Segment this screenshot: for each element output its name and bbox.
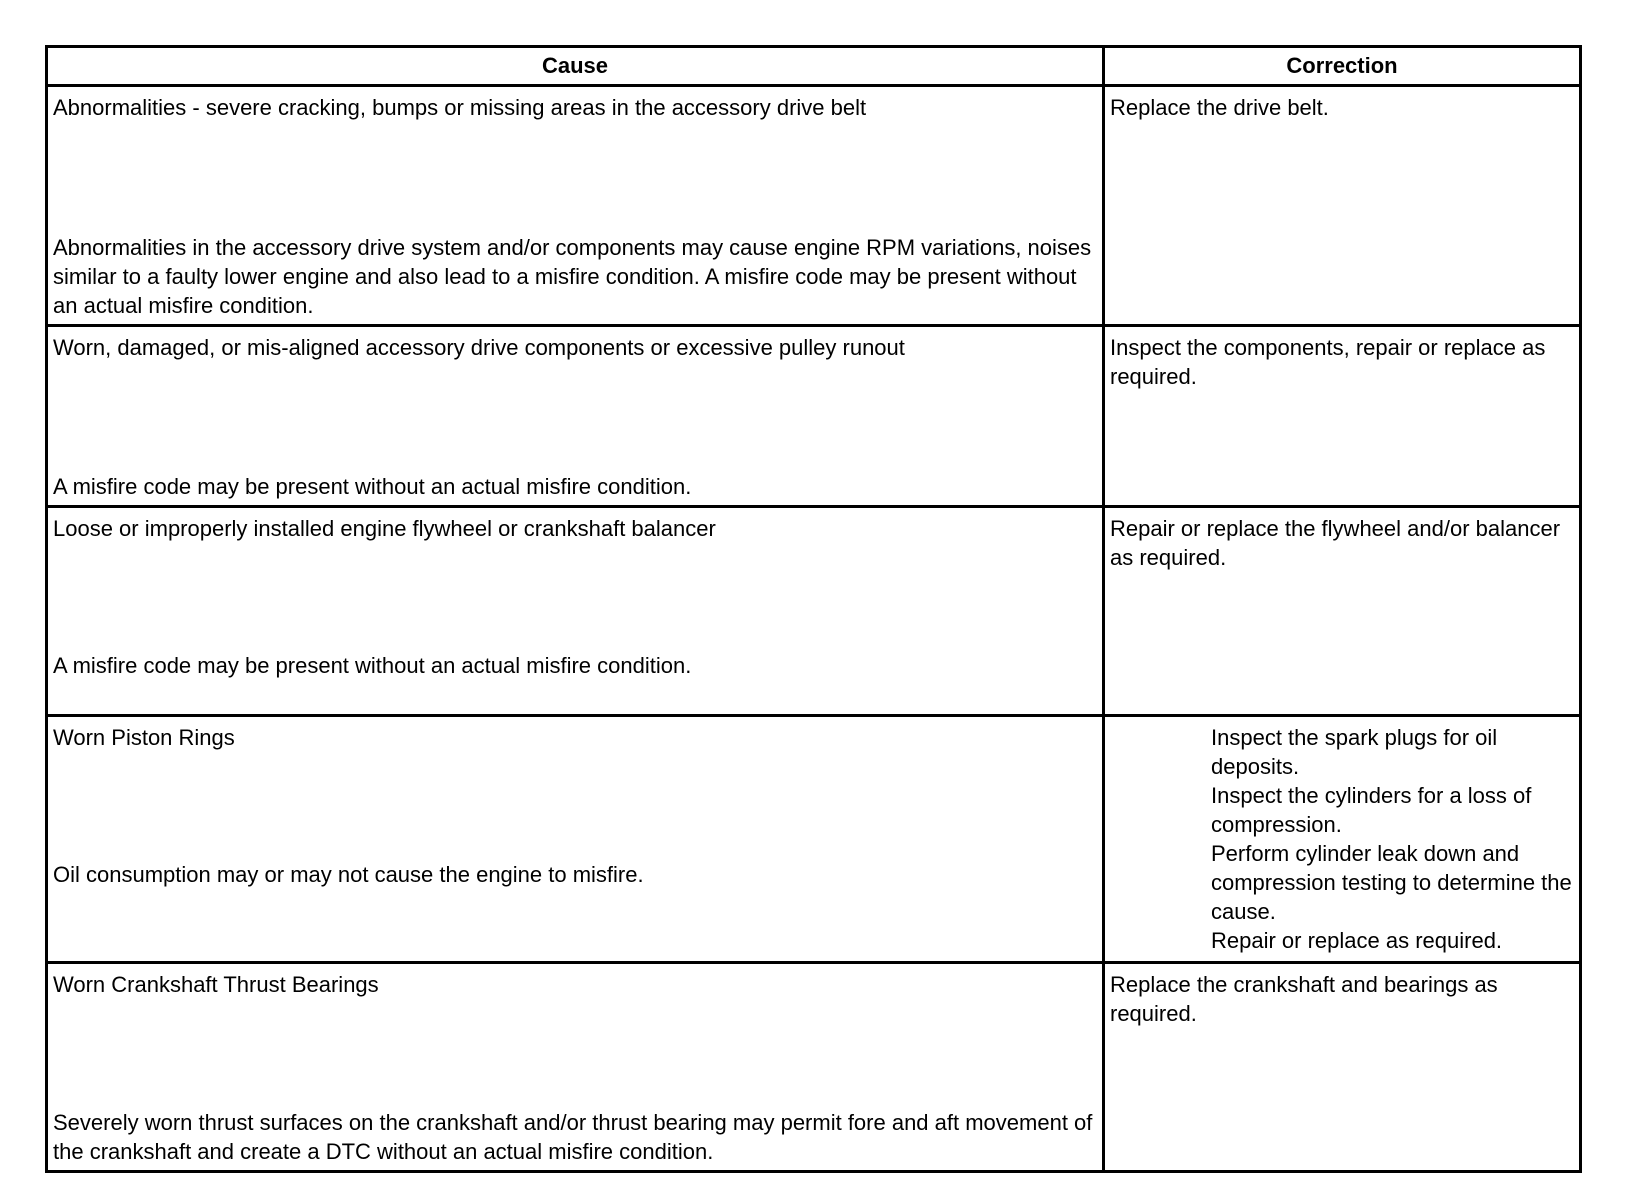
header-cause: Cause <box>47 47 1104 86</box>
correction-text: Inspect the components, repair or replace as required. <box>1110 335 1546 389</box>
correction-text: Replace the crankshaft and bearings as required. <box>1110 972 1498 1026</box>
cause-title: Worn Crankshaft Thrust Bearings <box>53 972 379 997</box>
cause-note: A misfire code may be present without an actual misfire condition. <box>53 474 692 499</box>
cause-note: Abnormalities in the accessory drive system and/or components may cause engine RPM variations, noises similar to a faulty lower engine and also lead to a misfire condition. A misfire code may be present without an actual misfire condition. <box>53 235 1092 318</box>
correction-step: Repair or replace as required. <box>1211 928 1503 953</box>
correction-step: Inspect the cylinders for a loss of compression. <box>1211 783 1532 837</box>
cause-cell <box>47 507 1104 716</box>
correction-text: Replace the drive belt. <box>1110 95 1329 120</box>
correction-steps <box>1110 723 1575 955</box>
table-row <box>47 716 1581 963</box>
diagnostic-table <box>45 45 1582 1173</box>
cause-title: Worn Piston Rings <box>53 725 235 750</box>
correction-cell <box>1104 716 1581 963</box>
table-row <box>47 963 1581 1172</box>
cause-cell <box>47 963 1104 1172</box>
cause-cell <box>47 716 1104 963</box>
correction-cell <box>1104 963 1581 1172</box>
cause-title: Abnormalities - severe cracking, bumps or missing areas in the accessory drive belt <box>53 95 867 120</box>
cause-note: Oil consumption may or may not cause the engine to misfire. <box>53 862 644 887</box>
header-correction: Correction <box>1104 47 1581 86</box>
correction-cell <box>1104 507 1581 716</box>
correction-text: Repair or replace the flywheel and/or balancer as required. <box>1110 516 1561 570</box>
cause-note: Severely worn thrust surfaces on the crankshaft and/or thrust bearing may permit fore and aft movement of the crankshaft and create a DTC without an actual misfire condition. <box>53 1110 1093 1164</box>
correction-step: Inspect the spark plugs for oil deposits. <box>1211 725 1498 779</box>
table-row <box>47 86 1581 326</box>
correction-cell <box>1104 326 1581 507</box>
cause-cell <box>47 326 1104 507</box>
header-row <box>47 47 1581 86</box>
table-row <box>47 326 1581 507</box>
cause-title: Worn, damaged, or mis-aligned accessory drive components or excessive pulley runout <box>53 335 905 360</box>
cause-title: Loose or improperly installed engine flywheel or crankshaft balancer <box>53 516 716 541</box>
cause-cell <box>47 86 1104 326</box>
table-row <box>47 507 1581 716</box>
cause-note: A misfire code may be present without an actual misfire condition. <box>53 653 692 678</box>
correction-cell <box>1104 86 1581 326</box>
correction-step: Perform cylinder leak down and compression testing to determine the cause. <box>1211 841 1572 924</box>
